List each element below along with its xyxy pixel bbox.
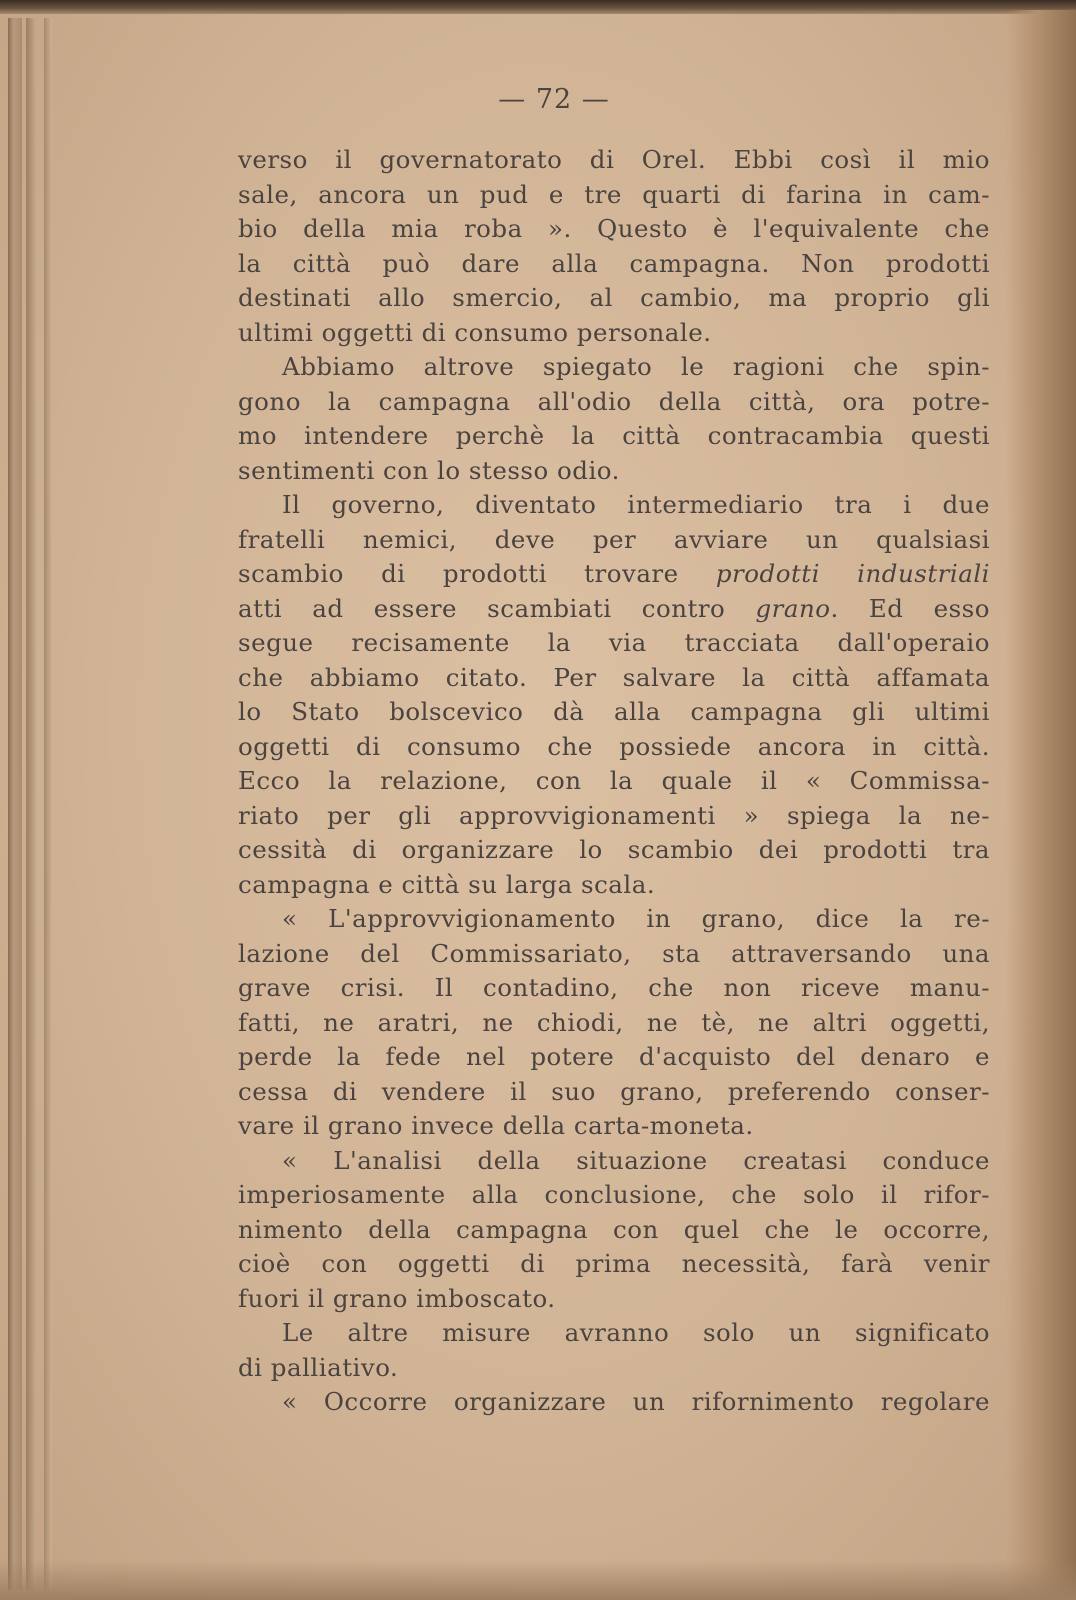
text-line: vare il grano invece della carta-moneta.	[238, 1111, 754, 1140]
text-line: Le altre misure avranno solo un significato	[282, 1318, 990, 1347]
text-line: lo Stato bolscevico dà alla campagna gli ultimi	[238, 697, 990, 726]
text-line: sentimenti con lo stesso odio.	[238, 455, 620, 485]
right-page-margin	[1006, 10, 1076, 1600]
text-line: lazione del Commissariato, sta attraversando una	[238, 938, 990, 968]
text-line: bio della mia roba ». Questo è l'equivalente che	[238, 214, 990, 243]
text-line: « L'approvvigionamento in grano, dice la re-	[282, 904, 990, 933]
text-line: gono la campagna all'odio della città, ora potre-	[238, 386, 990, 416]
text-line: sale, ancora un pud e tre quarti di farina in cam-	[238, 179, 990, 209]
bottom-page-shadow	[0, 1560, 1076, 1600]
text-line: segue recisamente la via tracciata dall'operaio	[238, 628, 990, 657]
emphasized-word: grano	[755, 593, 831, 623]
text-line: scambio di prodotti trovare prodotti industriali	[238, 559, 990, 588]
text-line: perde la fede nel potere d'acquisto del denaro e	[238, 1042, 990, 1071]
text-line: « L'analisi della situazione creatasi conduce	[282, 1145, 990, 1175]
text-line: grave crisi. Il contadino, che non riceve manu-	[238, 973, 990, 1002]
text-line: riato per gli approvvigionamenti » spiega la ne-	[238, 800, 990, 830]
text-line: ultimi oggetti di consumo personale.	[238, 317, 712, 347]
text-line: la città può dare alla campagna. Non prodotti	[238, 248, 990, 278]
text-line: Ecco la relazione, con la quale il « Commissa-	[238, 766, 990, 795]
top-page-edge	[0, 0, 1076, 14]
text-line: « Occorre organizzare un rifornimento regolare	[282, 1387, 990, 1416]
text-line: nimento della campagna con quel che le occorre,	[238, 1214, 990, 1244]
text-line: campagna e città su larga scala.	[238, 869, 656, 899]
page-number: — 72 —	[498, 84, 610, 115]
text-line: che abbiamo citato. Per salvare la città affamata	[238, 662, 990, 692]
text-line: Il governo, diventato intermediario tra i due	[282, 490, 990, 519]
text-line: oggetti di consumo che possiede ancora in città.	[238, 731, 990, 761]
left-page-edge	[44, 18, 52, 1590]
text-line: atti ad essere scambiati contro grano. Ed esso	[238, 593, 990, 623]
text-line: cessità di organizzare lo scambio dei prodotti tra	[238, 835, 990, 864]
text-line: fatti, ne aratri, ne chiodi, ne tè, ne altri oggetti,	[238, 1007, 990, 1037]
left-page-edge	[26, 18, 36, 1590]
left-page-edge	[8, 18, 22, 1590]
text-line: Abbiamo altrove spiegato le ragioni che spin-	[282, 352, 990, 381]
text-line: cessa di vendere il suo grano, preferendo conser-	[238, 1076, 990, 1106]
text-line: verso il governatorato di Orel. Ebbi così il mio	[238, 145, 990, 174]
text-line: mo intendere perchè la città contracambia questi	[238, 421, 990, 450]
text-line: destinati allo smercio, al cambio, ma proprio gli	[238, 283, 990, 312]
text-line: fratelli nemici, deve per avviare un qualsiasi	[238, 524, 990, 554]
text-line: di palliativo.	[238, 1352, 399, 1382]
emphasized-phrase: prodotti industriali	[715, 559, 990, 588]
text-line: imperiosamente alla conclusione, che solo il rifor-	[238, 1180, 990, 1209]
text-line: fuori il grano imboscato.	[238, 1283, 556, 1313]
text-line: cioè con oggetti di prima necessità, farà venir	[238, 1249, 990, 1278]
body-text	[238, 143, 990, 1420]
